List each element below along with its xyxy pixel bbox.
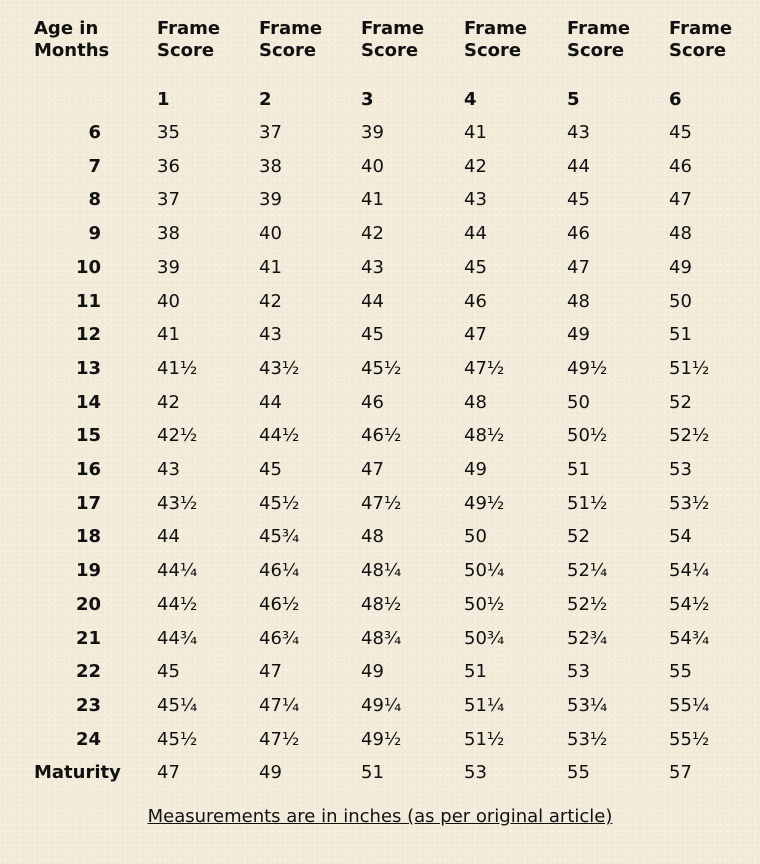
table-cell: 48 xyxy=(669,223,692,244)
table-cell: 43½ xyxy=(259,358,300,379)
table-cell: 54¼ xyxy=(669,560,710,581)
table-cell: 43 xyxy=(464,189,487,210)
table-cell: 45 xyxy=(157,661,180,682)
age-cell: Maturity xyxy=(34,762,121,783)
table-cell: 54½ xyxy=(669,594,710,615)
table-cell: 42 xyxy=(157,392,180,413)
table-cell: 38 xyxy=(259,156,282,177)
table-cell: 46½ xyxy=(361,425,402,446)
age-cell: 14 xyxy=(75,392,101,413)
table-cell: 44 xyxy=(567,156,590,177)
table-cell: 43 xyxy=(259,324,282,345)
table-cell: 51 xyxy=(464,661,487,682)
age-cell: 16 xyxy=(75,459,101,480)
table-cell: 52 xyxy=(669,392,692,413)
frame-header-line-2: Score xyxy=(361,40,419,61)
table-cell: 50¼ xyxy=(464,560,505,581)
table-cell: 44¾ xyxy=(157,628,198,649)
table-cell: 44 xyxy=(157,526,180,547)
table-cell: 48 xyxy=(361,526,384,547)
frame-header-line-1: Frame xyxy=(567,18,631,39)
age-cell: 18 xyxy=(75,526,101,547)
table-cell: 35 xyxy=(157,122,180,143)
frame-header-line-2: Score xyxy=(669,40,727,61)
age-cell: 23 xyxy=(75,695,101,716)
table-cell: 45 xyxy=(361,324,384,345)
age-cell: 12 xyxy=(75,324,101,345)
table-cell: 38 xyxy=(157,223,180,244)
table-cell: 49 xyxy=(567,324,590,345)
age-cell: 8 xyxy=(88,189,101,210)
frame-header-line-2: Score xyxy=(259,40,317,61)
table-cell: 46 xyxy=(464,291,487,312)
table-cell: 47 xyxy=(669,189,692,210)
table-cell: 48½ xyxy=(361,594,402,615)
table-cell: 47½ xyxy=(464,358,505,379)
age-cell: 7 xyxy=(88,156,101,177)
footer-note: Measurements are in inches (as per original article) xyxy=(147,806,613,827)
table-cell: 51 xyxy=(361,762,384,783)
table-cell: 39 xyxy=(361,122,384,143)
table-cell: 42 xyxy=(259,291,282,312)
age-column-header xyxy=(34,18,109,62)
table-cell: 53½ xyxy=(669,493,710,514)
table-cell: 50 xyxy=(567,392,590,413)
table-cell: 50 xyxy=(669,291,692,312)
table-cell: 45½ xyxy=(259,493,300,514)
table-cell: 46¾ xyxy=(259,628,300,649)
frame-header-line-2: Score xyxy=(464,40,522,61)
table-cell: 52½ xyxy=(567,594,608,615)
table-cell: 51½ xyxy=(567,493,608,514)
frame-header-line-2: Score xyxy=(567,40,625,61)
table-cell: 44½ xyxy=(259,425,300,446)
age-cell: 11 xyxy=(75,291,101,312)
table-cell: 41 xyxy=(259,257,282,278)
age-cell: 21 xyxy=(75,628,101,649)
table-cell: 50½ xyxy=(567,425,608,446)
table-cell: 48½ xyxy=(464,425,505,446)
table-cell: 43½ xyxy=(157,493,198,514)
table-cell: 51 xyxy=(669,324,692,345)
table-cell: 46½ xyxy=(259,594,300,615)
table-cell: 45¾ xyxy=(259,526,300,547)
table-cell: 49 xyxy=(464,459,487,480)
table-cell: 47¼ xyxy=(259,695,300,716)
table-cell: 45 xyxy=(259,459,282,480)
frame-score-number-1: 1 xyxy=(157,89,170,110)
table-cell: 46 xyxy=(669,156,692,177)
table-cell: 53¼ xyxy=(567,695,608,716)
frame-header-line-1: Frame xyxy=(669,18,733,39)
table-cell: 51½ xyxy=(669,358,710,379)
table-cell: 47½ xyxy=(259,729,300,750)
table-cell: 41½ xyxy=(157,358,198,379)
table-cell: 40 xyxy=(259,223,282,244)
age-cell: 6 xyxy=(88,122,101,143)
frame-score-header-4 xyxy=(464,18,527,62)
table-cell: 47 xyxy=(259,661,282,682)
frame-header-line-1: Frame xyxy=(259,18,323,39)
age-header-line-2: Months xyxy=(34,40,110,61)
table-cell: 54 xyxy=(669,526,692,547)
age-cell: 13 xyxy=(75,358,101,379)
table-cell: 48 xyxy=(567,291,590,312)
table-cell: 51¼ xyxy=(464,695,505,716)
table-cell: 43 xyxy=(567,122,590,143)
table-cell: 53 xyxy=(464,762,487,783)
table-cell: 37 xyxy=(157,189,180,210)
table-cell: 45½ xyxy=(157,729,198,750)
table-cell: 46¼ xyxy=(259,560,300,581)
table-cell: 53 xyxy=(669,459,692,480)
frame-score-header-5 xyxy=(567,18,630,62)
table-cell: 45½ xyxy=(361,358,402,379)
age-cell: 17 xyxy=(75,493,101,514)
table-cell: 42½ xyxy=(157,425,198,446)
table-cell: 49 xyxy=(361,661,384,682)
age-cell: 10 xyxy=(75,257,101,278)
table-cell: 54¾ xyxy=(669,628,710,649)
table-cell: 48¼ xyxy=(361,560,402,581)
table-cell: 47½ xyxy=(361,493,402,514)
table-cell: 50½ xyxy=(464,594,505,615)
frame-score-header-6 xyxy=(669,18,732,62)
table-cell: 47 xyxy=(567,257,590,278)
age-cell: 22 xyxy=(75,661,101,682)
frame-score-number-5: 5 xyxy=(567,89,580,110)
table-cell: 41 xyxy=(361,189,384,210)
table-cell: 49½ xyxy=(464,493,505,514)
table-cell: 41 xyxy=(464,122,487,143)
table-cell: 45 xyxy=(464,257,487,278)
table-cell: 39 xyxy=(157,257,180,278)
frame-score-number-2: 2 xyxy=(259,89,272,110)
table-cell: 51 xyxy=(567,459,590,480)
table-cell: 49½ xyxy=(567,358,608,379)
table-cell: 55¼ xyxy=(669,695,710,716)
table-cell: 55½ xyxy=(669,729,710,750)
age-cell: 15 xyxy=(75,425,101,446)
table-cell: 53 xyxy=(567,661,590,682)
frame-score-number-4: 4 xyxy=(464,89,477,110)
table-cell: 52¼ xyxy=(567,560,608,581)
table-cell: 49 xyxy=(669,257,692,278)
table-cell: 44 xyxy=(361,291,384,312)
table-cell: 40 xyxy=(157,291,180,312)
frame-header-line-1: Frame xyxy=(157,18,221,39)
table-cell: 45 xyxy=(669,122,692,143)
table-cell: 43 xyxy=(361,257,384,278)
table-cell: 47 xyxy=(157,762,180,783)
table-cell: 52 xyxy=(567,526,590,547)
frame-header-line-1: Frame xyxy=(464,18,528,39)
table-cell: 36 xyxy=(157,156,180,177)
table-cell: 40 xyxy=(361,156,384,177)
table-cell: 46 xyxy=(361,392,384,413)
table-cell: 50¾ xyxy=(464,628,505,649)
table-cell: 55 xyxy=(567,762,590,783)
table-cell: 52¾ xyxy=(567,628,608,649)
table-cell: 45 xyxy=(567,189,590,210)
age-cell: 9 xyxy=(88,223,101,244)
table-cell: 44 xyxy=(259,392,282,413)
table-cell: 52½ xyxy=(669,425,710,446)
table-cell: 55 xyxy=(669,661,692,682)
table-cell: 48¾ xyxy=(361,628,402,649)
table-cell: 44¼ xyxy=(157,560,198,581)
table-cell: 39 xyxy=(259,189,282,210)
table-cell: 49¼ xyxy=(361,695,402,716)
table-cell: 50 xyxy=(464,526,487,547)
age-header-line-1: Age in xyxy=(34,18,99,39)
frame-score-number-6: 6 xyxy=(669,89,682,110)
table-cell: 46 xyxy=(567,223,590,244)
age-cell: 24 xyxy=(75,729,101,750)
table-cell: 57 xyxy=(669,762,692,783)
table-cell: 53½ xyxy=(567,729,608,750)
table-cell: 41 xyxy=(157,324,180,345)
table-cell: 43 xyxy=(157,459,180,480)
frame-score-header-1 xyxy=(157,18,220,62)
frame-score-number-3: 3 xyxy=(361,89,374,110)
table-cell: 48 xyxy=(464,392,487,413)
table-cell: 42 xyxy=(464,156,487,177)
frame-header-line-2: Score xyxy=(157,40,215,61)
table-cell: 47 xyxy=(464,324,487,345)
table-cell: 42 xyxy=(361,223,384,244)
frame-score-header-3 xyxy=(361,18,424,62)
table-cell: 47 xyxy=(361,459,384,480)
table-cell: 49½ xyxy=(361,729,402,750)
frame-header-line-1: Frame xyxy=(361,18,425,39)
table-cell: 44½ xyxy=(157,594,198,615)
table-cell: 37 xyxy=(259,122,282,143)
age-cell: 19 xyxy=(75,560,101,581)
age-cell: 20 xyxy=(75,594,101,615)
table-cell: 44 xyxy=(464,223,487,244)
table-cell: 45¼ xyxy=(157,695,198,716)
table-cell: 51½ xyxy=(464,729,505,750)
frame-score-header-2 xyxy=(259,18,322,62)
table-cell: 49 xyxy=(259,762,282,783)
